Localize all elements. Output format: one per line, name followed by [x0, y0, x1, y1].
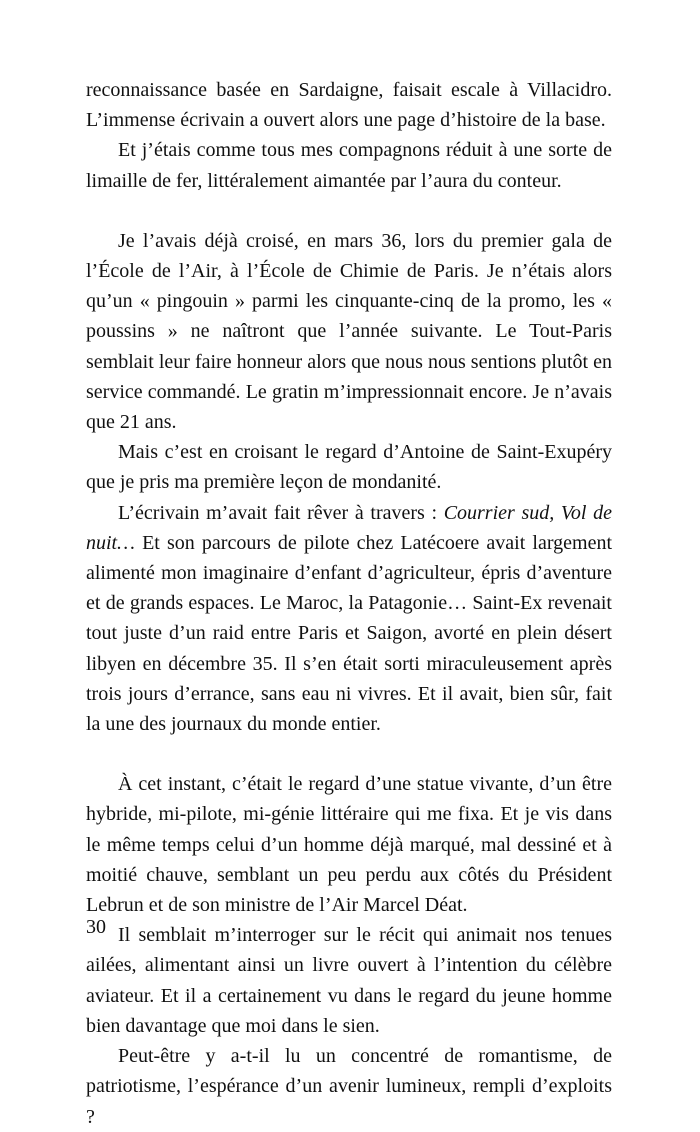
page-number: 30	[86, 916, 106, 938]
section-break	[86, 739, 612, 769]
paragraph-4: Mais c’est en croisant le regard d’Antoine de Saint-Exupéry que je pris ma première leçon de mondanité.	[86, 441, 612, 494]
book-titles: Courrier sud, Vol de nuit…	[86, 501, 612, 554]
paragraph-3: Je l’avais déjà croisé, en mars 36, lors du premier gala de l’École de l’Air, à l’École de Chimie de Paris. Je n’étais alors qu’un « pingouin » parmi les cinquante-cinq de la promo, les « poussins » ne naîtront que l’année suivante. Le Tout-Paris semblait leur faire honneur alors que nous nous sentions plutôt en service commandé. Le gratin m’impressionnait encore. Je n’avais que 21 ans.	[86, 229, 612, 434]
paragraph-6: À cet instant, c’était le regard d’une statue vivante, d’un être hybride, mi-pilote, mi-génie littéraire qui me fixa. Et je vis dans le même temps celui d’un homme déjà marqué, mal dessiné et à moitié chauve, semblant un peu perdu aux côtés du Président Lebrun et de son ministre de l’Air Marcel Déat.	[86, 773, 612, 917]
paragraph-2: Et j’étais comme tous mes compagnons réduit à une sorte de limaille de fer, littéralement aimantée par l’aura du conteur.	[86, 139, 612, 192]
paragraph-5-body: Et son parcours de pilote chez Latécoere avait largement alimenté mon imaginaire d’enfant d’agriculteur, épris d’aventure et de grands espaces. Le Maroc, la Patagonie… Saint-Ex revenait tout juste d’un raid entre Paris et Saigon, avorté en plein désert libyen en décembre 35. Il s’en était sorti miraculeusement après trois jours d’errance, sans eau ni vivres. Et il avait, bien sûr, fait la une des journaux du monde entier.	[86, 531, 612, 736]
section-break	[86, 196, 612, 226]
body-text	[86, 75, 612, 1132]
paragraph-1: reconnaissance basée en Sardaigne, faisait escale à Villacidro. L’immense écrivain a ouvert alors une page d’histoire de la base.	[86, 79, 612, 132]
paragraph-8: Peut-être y a-t-il lu un concentré de romantisme, de patriotisme, l’espérance d’un avenir lumineux, rempli d’exploits ?	[86, 1045, 612, 1128]
paragraph-5	[86, 498, 612, 740]
paragraph-5-intro: L’écrivain m’avait fait rêver à travers :	[118, 501, 438, 524]
paragraph-7: Il semblait m’interroger sur le récit qui animait nos tenues ailées, alimentant ainsi un livre ouvert à l’intention du célèbre aviateur. Et il a certainement vu dans le regard du jeune homme bien davantage que moi dans le sien.	[86, 924, 612, 1037]
